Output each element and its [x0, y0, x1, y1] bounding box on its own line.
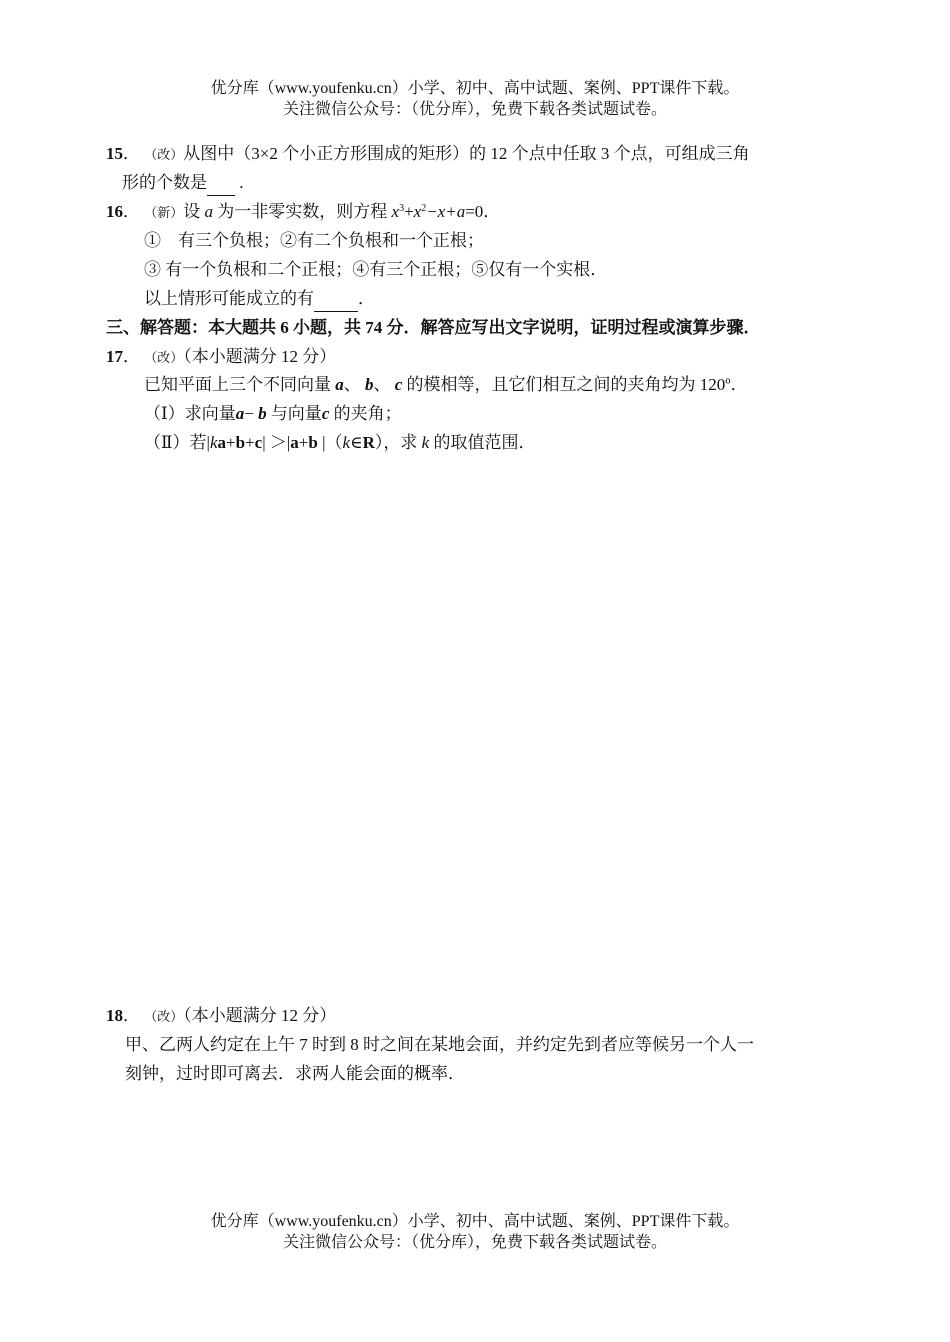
page-footer [0, 1211, 950, 1253]
variable-x: x [391, 202, 400, 221]
footer-line-2: 关注微信公众号：（优分库），免费下载各类试题试卷。 [282, 1234, 667, 1251]
question-text: 的取值范围． [433, 433, 536, 452]
operator: ∈ [350, 433, 363, 452]
question-17-part-1 [144, 402, 402, 426]
vector-b: b [258, 404, 267, 423]
question-points: （本小题满分 12 分） [183, 347, 337, 366]
operator: + [404, 202, 414, 221]
question-points: （本小题满分 12 分） [183, 1006, 337, 1025]
question-text: 从图中（3×2 个小正方形围成的矩形）的 12 个点中任取 3 个点，可组成三角 [183, 144, 750, 163]
vector-a: a [290, 433, 299, 452]
exponent: 2 [421, 203, 427, 214]
operator: |（ [317, 433, 343, 452]
question-16-conclusion: 以上情形可能成立的有 ． [144, 287, 375, 312]
section-heading: 三、解答题：本大题共 6 小题，共 74 分．解答应写出文字说明，证明过程或演算步骤． [106, 318, 761, 337]
answer-blank [314, 287, 358, 312]
equation-term: −x+ [426, 202, 457, 221]
vector-b: b [235, 433, 246, 452]
question-text: 的模相等，且它们相互之间的夹角均为 120º． [406, 375, 748, 394]
question-tag: （改） [144, 350, 184, 365]
answer-blank [207, 171, 235, 196]
header-line-2: 关注微信公众号：（优分库），免费下载各类试题试卷。 [282, 101, 667, 118]
question-text: 形的个数是 [122, 173, 207, 192]
question-17-statement [144, 373, 748, 397]
vector-a: a [217, 433, 227, 452]
vector-c: c [254, 433, 263, 452]
question-text: 与向量 [270, 404, 322, 423]
vector-a: a [235, 404, 245, 423]
header-line-1: 优分库（www.youfenku.cn）小学、初中、高中试题、案例、PPT课件下载。 [210, 80, 740, 97]
question-18-line-1: 18． （改）（本小题满分 12 分） [106, 1006, 337, 1025]
question-number: 17 [106, 347, 123, 366]
variable-k: k [421, 433, 430, 452]
question-tag: （改） [144, 1009, 184, 1024]
variable-k: k [342, 433, 351, 452]
vector-b: b [365, 375, 374, 394]
question-18-text-1: 甲、乙两人约定在上午 7 时到 8 时之间在某地会面，并约定先到者应等候另一个人一 [125, 1035, 754, 1054]
vector-c: c [394, 375, 403, 394]
part-label: （Ⅱ）若| [144, 433, 210, 452]
page-header [0, 78, 950, 120]
separator: 、 [343, 375, 361, 394]
variable-a: a [456, 202, 466, 221]
footer-line-1: 优分库（www.youfenku.cn）小学、初中、高中试题、案例、PPT课件下载。 [210, 1213, 740, 1230]
operator: + [298, 433, 309, 452]
variable-a: a [204, 202, 214, 221]
exponent: 3 [399, 203, 405, 214]
question-number: 15 [106, 144, 123, 163]
question-tag: （改） [144, 147, 184, 162]
operator: − [244, 404, 254, 423]
separator: 、 [373, 375, 391, 394]
question-number: 16 [106, 202, 123, 221]
question-text: ），求 [374, 433, 418, 452]
part-label: （Ⅰ）求向量 [144, 404, 236, 423]
question-number: 18 [106, 1006, 123, 1025]
question-15-line-1: 15． （改）从图中（3×2 个小正方形围成的矩形）的 12 个点中任取 3 个点，可组成三角 [106, 144, 750, 163]
real-set: R [362, 433, 375, 452]
question-15-line-2: 形的个数是 . [122, 171, 244, 196]
question-17-line-1: 17． （改）（本小题满分 12 分） [106, 347, 337, 366]
question-text: 设 [183, 202, 201, 221]
question-text: 以上情形可能成立的有 [144, 289, 314, 308]
operator: + [226, 433, 236, 452]
vector-c: c [321, 404, 330, 423]
equation-end: =0． [465, 202, 501, 221]
operator: + [245, 433, 255, 452]
question-text: 为一非零实数，则方程 [217, 202, 388, 221]
question-18-text-2: 刻钟，过时即可离去．求两人能会面的概率． [125, 1064, 465, 1083]
variable-k: k [209, 433, 218, 452]
question-16-line-1: 16． （新）设 a 为一非零实数，则方程 $x^3+x^2-x+a=0$． [106, 202, 501, 221]
question-17-part-2 [144, 431, 535, 455]
question-16-option-2: ③ 有一个负根和二个正根；④有三个正根；⑤仅有一个实根． [144, 260, 608, 279]
question-text: 的夹角； [333, 404, 402, 423]
operator: | ＞| [262, 433, 291, 452]
question-tag: （新） [144, 205, 184, 220]
question-text: 已知平面上三个不同向量 [144, 375, 331, 394]
vector-b: b [308, 433, 318, 452]
vector-a: a [335, 375, 344, 394]
question-16-option-1: ① 有三个负根；②有二个负根和一个正根； [144, 231, 484, 250]
variable-x: x [413, 202, 422, 221]
